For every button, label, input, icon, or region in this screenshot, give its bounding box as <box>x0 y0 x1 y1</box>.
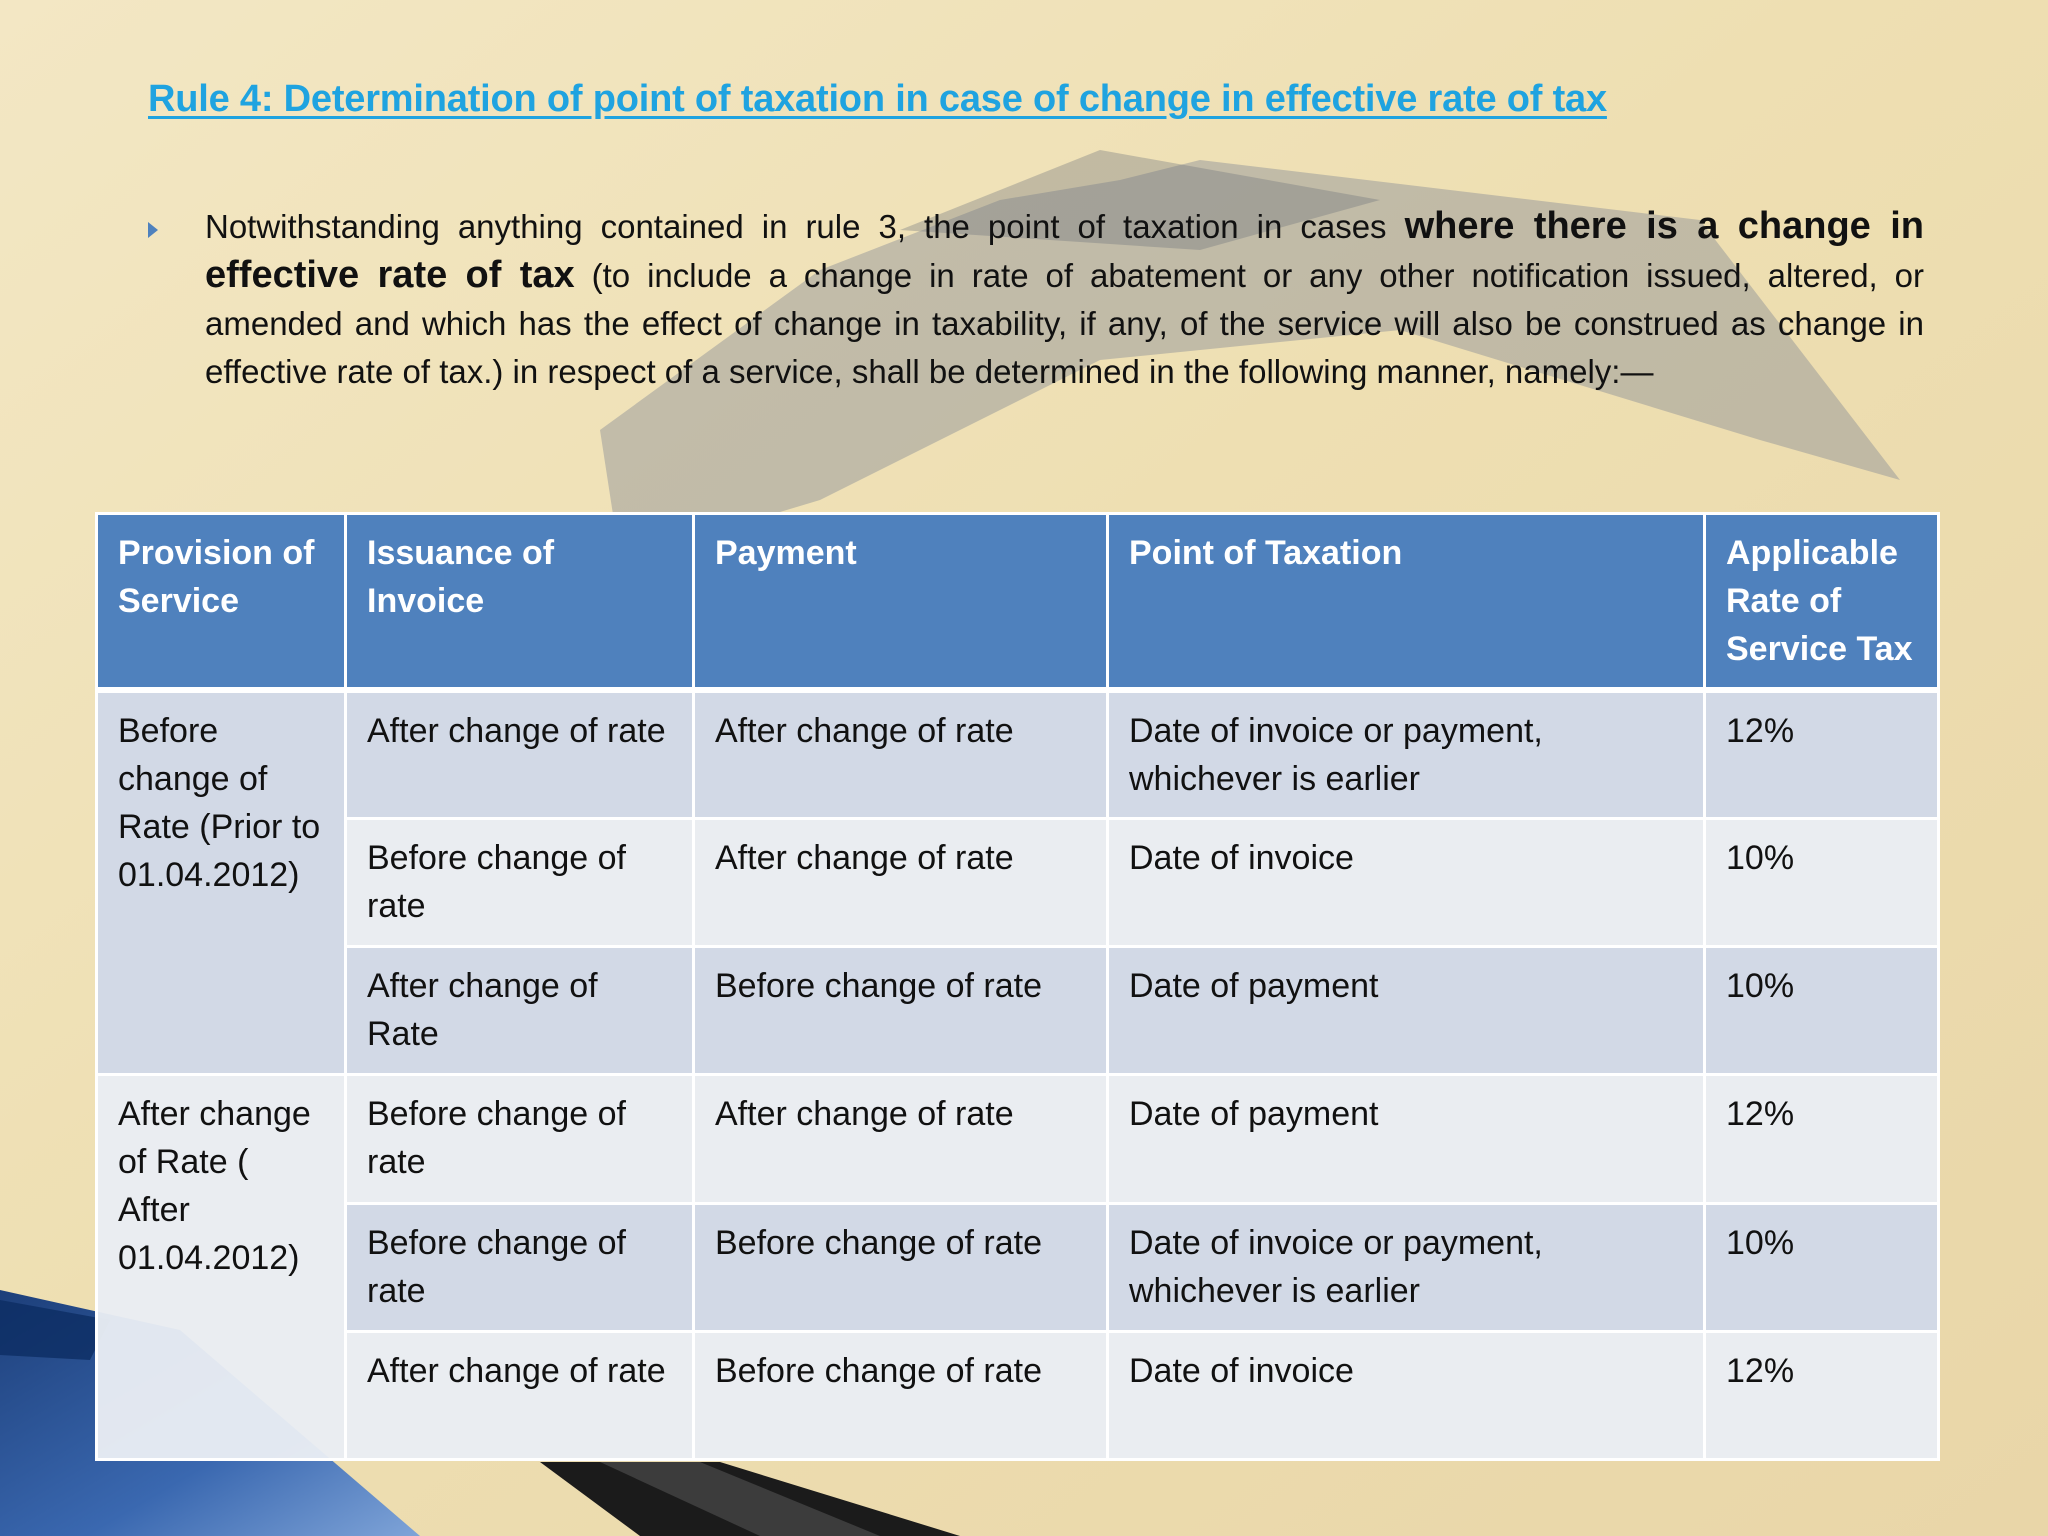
rate-cell: 10% <box>1705 818 1939 946</box>
payment-cell: After change of rate <box>694 818 1108 946</box>
table-row <box>97 1203 1939 1331</box>
point-of-taxation-cell: Date of invoice <box>1108 818 1705 946</box>
invoice-cell: Before change of rate <box>346 818 694 946</box>
rate-cell: 12% <box>1705 1075 1939 1203</box>
rate-cell: 12% <box>1705 1331 1939 1459</box>
table-row <box>97 818 1939 946</box>
header-issuance-of-invoice: Issuance of Invoice <box>346 514 694 691</box>
rate-cell: 10% <box>1705 947 1939 1075</box>
point-of-taxation-cell: Date of invoice or payment, whichever is earlier <box>1108 1203 1705 1331</box>
triangle-bullet-icon <box>148 222 158 238</box>
header-payment: Payment <box>694 514 1108 691</box>
provision-cell: After change of Rate ( After 01.04.2012) <box>97 1075 346 1460</box>
rate-cell: 10% <box>1705 1203 1939 1331</box>
point-of-taxation-cell: Date of payment <box>1108 1075 1705 1203</box>
bullet-text-emphasis: where there is a change in effective rate of tax <box>205 205 1924 296</box>
slide-title: Rule 4: Determination of point of taxation in case of change in effective rate of tax <box>148 78 1607 120</box>
invoice-cell: After change of rate <box>346 1331 694 1459</box>
header-applicable-rate: Applicable Rate of Service Tax <box>1705 514 1939 691</box>
table-row <box>97 690 1939 818</box>
rate-cell: 12% <box>1705 690 1939 818</box>
table-row <box>97 947 1939 1075</box>
point-of-taxation-cell: Date of invoice <box>1108 1331 1705 1459</box>
payment-cell: After change of rate <box>694 690 1108 818</box>
header-provision-of-service: Provision of Service <box>97 514 346 691</box>
payment-cell: Before change of rate <box>694 1331 1108 1459</box>
table-header-row <box>97 514 1939 691</box>
payment-cell: After change of rate <box>694 1075 1108 1203</box>
invoice-cell: After change of rate <box>346 690 694 818</box>
invoice-cell: After change of Rate <box>346 947 694 1075</box>
payment-cell: Before change of rate <box>694 947 1108 1075</box>
bullet-text <box>205 202 1924 396</box>
invoice-cell: Before change of rate <box>346 1203 694 1331</box>
point-of-taxation-cell: Date of payment <box>1108 947 1705 1075</box>
bullet-text-part1: Notwithstanding anything contained in rule 3, the point of taxation in cases <box>205 208 1405 245</box>
bullet-text-part2: (to include a change in rate of abatement or any other notification issued, altered, or amended and which has the effect of change in taxability, if any, of the service will also be construed as change in effective rate of tax.) in respect of a service, shall be determined in the following manner, namely:— <box>205 257 1924 390</box>
bullet-paragraph <box>148 202 1924 396</box>
provision-cell: Before change of Rate (Prior to 01.04.2012) <box>97 690 346 1075</box>
payment-cell: Before change of rate <box>694 1203 1108 1331</box>
table-row <box>97 1075 1939 1203</box>
point-of-taxation-cell: Date of invoice or payment, whichever is earlier <box>1108 690 1705 818</box>
table-row <box>97 1331 1939 1459</box>
point-of-taxation-table <box>95 512 1940 1461</box>
invoice-cell: Before change of rate <box>346 1075 694 1203</box>
header-point-of-taxation: Point of Taxation <box>1108 514 1705 691</box>
